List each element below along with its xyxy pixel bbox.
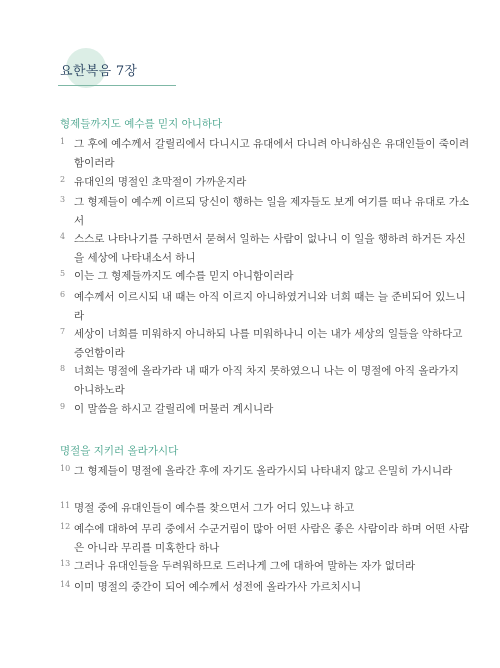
verse-number: 1 [60,137,66,146]
verse-number: 6 [60,290,66,299]
verse-number: 13 [60,559,71,568]
verse-text: 세상이 너희를 미워하지 아니하되 나를 미워하나니 이는 내가 세상의 일들을 악하다고 증언함이라 [74,328,463,359]
verse-text: 예수께서 이르시되 내 때는 아직 이르지 아니하였거니와 너희 때는 늘 준비되어 있느니라 [74,291,466,322]
verse-text: 이미 명절의 중간이 되어 예수께서 성전에 올라가사 가르치시니 [74,581,362,593]
verse-number: 10 [60,464,71,473]
verse-text: 그 형제들이 예수께 이르되 당신이 행하는 일을 제자들도 보게 여기를 떠나 유대로 가소서 [74,196,470,227]
verse-number: 9 [60,402,66,411]
verse-text: 예수에 대하여 무리 중에서 수군거림이 많아 어떤 사람은 좋은 사람이라 하며 어떤 사람은 아니라 무리를 미혹한다 하나 [74,523,470,554]
chapter-title: 요한복음 7장 [60,64,138,79]
verse-text: 그 후에 예수께서 갈릴리에서 다니시고 유대에서 다니려 아니하심은 유대인들이 죽이려 함이러라 [74,138,470,169]
verse-number: 5 [60,269,66,278]
verse-number: 7 [60,327,66,336]
section-heading: 형제들까지도 예수를 믿지 아니하다 [60,118,223,130]
section-heading: 명절을 지키러 올라가시다 [60,445,179,457]
verse-text: 그러나 유대인들을 두려워하므로 드러나게 그에 대하여 말하는 자가 없더라 [74,560,416,572]
verse-number: 12 [60,522,71,531]
verse-number: 8 [60,364,66,373]
verse-number: 14 [60,580,71,589]
verse-text: 너희는 명절에 올라가라 내 때가 아직 차지 못하였으니 나는 이 명절에 아직 올라가지 아니하노라 [74,365,459,396]
verse-text: 명절 중에 유대인들이 예수를 찾으면서 그가 어디 있느냐 하고 [74,502,355,514]
verse-text: 유대인의 명절인 초막절이 가까운지라 [74,176,247,188]
verse-number: 3 [60,195,66,204]
verse-text: 그 형제들이 명절에 올라간 후에 자기도 올라가시되 나타내지 않고 은밀히 가시니라 [74,465,453,477]
title-underline [58,85,176,86]
verse-number: 11 [60,501,71,510]
verse-text: 이는 그 형제들까지도 예수를 믿지 아니함이러라 [74,270,294,282]
verse-text: 스스로 나타나기를 구하면서 묻혀서 일하는 사람이 없나니 이 일을 행하려 하거든 자신을 세상에 나타내소서 하니 [74,233,466,264]
chapter-title-block [58,48,176,92]
verse-text: 이 말씀을 하시고 갈릴리에 머물러 계시니라 [74,403,274,415]
verse-number: 2 [60,175,66,184]
verse-number: 4 [60,232,66,241]
